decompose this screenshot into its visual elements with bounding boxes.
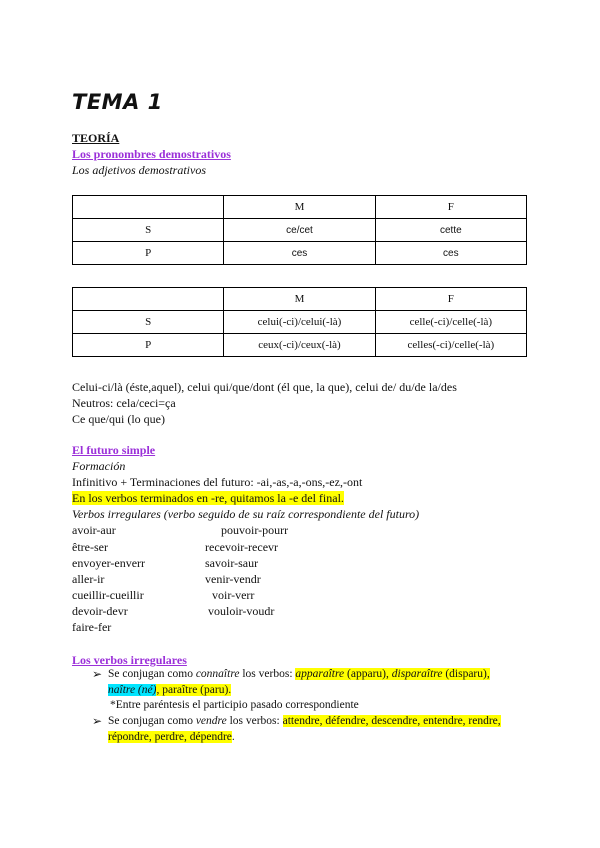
table-cell: celles(-ci)/celle(-là)	[375, 334, 526, 357]
verb-pair: voir-verr	[212, 588, 255, 602]
verb-pair: venir-vendr	[205, 572, 261, 586]
verb-pair: savoir-saur	[205, 556, 259, 570]
subheading-formacion: Formación	[72, 459, 126, 473]
table-cell: S	[73, 219, 224, 242]
verb-vendre: vendre	[195, 715, 227, 727]
subheading-adjetivos: Los adjetivos demostrativos	[72, 163, 206, 177]
table-cell	[73, 288, 224, 311]
table-cell: P	[73, 334, 224, 357]
table-cell: ceux(-ci)/ceux(-là)	[224, 334, 375, 357]
table-cell: F	[375, 196, 526, 219]
heading-verbos-irregulares: Los verbos irregulares	[72, 653, 187, 667]
highlight-regla-re	[72, 491, 344, 506]
verb-pair: vouloir-voudr	[208, 604, 275, 618]
heading-futuro: El futuro simple	[72, 443, 156, 457]
verb-pair: avoir-aur	[72, 523, 116, 537]
text-regla-futuro: Infinitivo + Terminaciones del futuro: -ai,-as,-a,-ons,-ez,-ont	[72, 475, 363, 489]
verb-disparaitre: disparaître	[391, 668, 443, 680]
bullet-vendre-line1	[108, 714, 501, 729]
table-adjetivos	[72, 195, 527, 265]
verb-pair: devoir-devr	[72, 604, 128, 618]
section-teoria: TEORÍA	[72, 131, 120, 145]
text: los verbos:	[226, 715, 283, 727]
text: los verbos:	[239, 668, 296, 680]
verb-pair: faire-fer	[72, 620, 112, 634]
table-cell: M	[224, 196, 375, 219]
verb-pair: recevoir-recevr	[205, 540, 279, 554]
verb-list: attendre, défendre, descendre, entendre, rendre,	[282, 715, 501, 727]
verb-list: répondre, perdre, dépendre	[108, 731, 232, 743]
table-row	[73, 334, 527, 357]
table-pronombres	[72, 287, 527, 357]
table-cell: F	[375, 288, 526, 311]
table-cell	[73, 196, 224, 219]
table-cell: celui(-ci)/celui(-là)	[224, 311, 375, 334]
bullet-vendre-line2	[108, 730, 235, 745]
bullet-arrow-icon: ➢	[92, 667, 103, 681]
text: (disparu),	[442, 668, 490, 680]
text: Se conjugan como	[108, 715, 196, 727]
table-cell: S	[73, 311, 224, 334]
table-row	[73, 196, 527, 219]
heading-demostrativos: Los pronombres demostrativos	[72, 147, 231, 161]
page-title: TEMA 1	[72, 90, 163, 114]
table-cell: ce/cet	[224, 219, 375, 242]
table-row	[73, 219, 527, 242]
bullet-connaitre-line2	[108, 683, 231, 698]
verb-pair: être-ser	[72, 540, 108, 554]
note-participio: *Entre paréntesis el participio pasado correspondiente	[110, 699, 359, 711]
text: (apparu),	[344, 668, 392, 680]
verb-pair: aller-ir	[72, 572, 105, 586]
highlighted-text: En los verbos terminados en -re, quitamos la -e del final.	[72, 491, 344, 505]
verb-paraitre: , paraître (paru).	[156, 684, 232, 696]
table-cell: cette	[375, 219, 526, 242]
text-neutros: Neutros: cela/ceci=ça	[72, 396, 176, 410]
verb-pair: cueillir-cueillir	[72, 588, 144, 602]
table-row	[73, 288, 527, 311]
verb-naitre: naître (né)	[108, 684, 157, 696]
table-cell: celle(-ci)/celle(-là)	[375, 311, 526, 334]
bullet-connaitre-line1	[108, 667, 490, 682]
verb-pair: envoyer-enverr	[72, 556, 146, 570]
text: .	[231, 731, 235, 743]
table-cell: M	[224, 288, 375, 311]
table-cell: ces	[224, 242, 375, 265]
table-row	[73, 311, 527, 334]
text: Se conjugan como	[108, 668, 196, 680]
subheading-irregulares: Verbos irregulares (verbo seguido de su raíz correspondiente del futuro)	[72, 507, 420, 521]
verb-connaitre: connaître	[195, 668, 240, 680]
table-cell: P	[73, 242, 224, 265]
table-cell: ces	[375, 242, 526, 265]
table-row	[73, 242, 527, 265]
verb-apparaitre: apparaître	[295, 668, 345, 680]
verb-pair: pouvoir-pourr	[221, 523, 289, 537]
text-ce-que: Ce que/qui (lo que)	[72, 412, 165, 426]
text-celui: Celui-ci/là (éste,aquel), celui qui/que/dont (él que, la que), celui de/ du/de la/des	[72, 380, 457, 394]
bullet-arrow-icon: ➢	[92, 714, 103, 728]
